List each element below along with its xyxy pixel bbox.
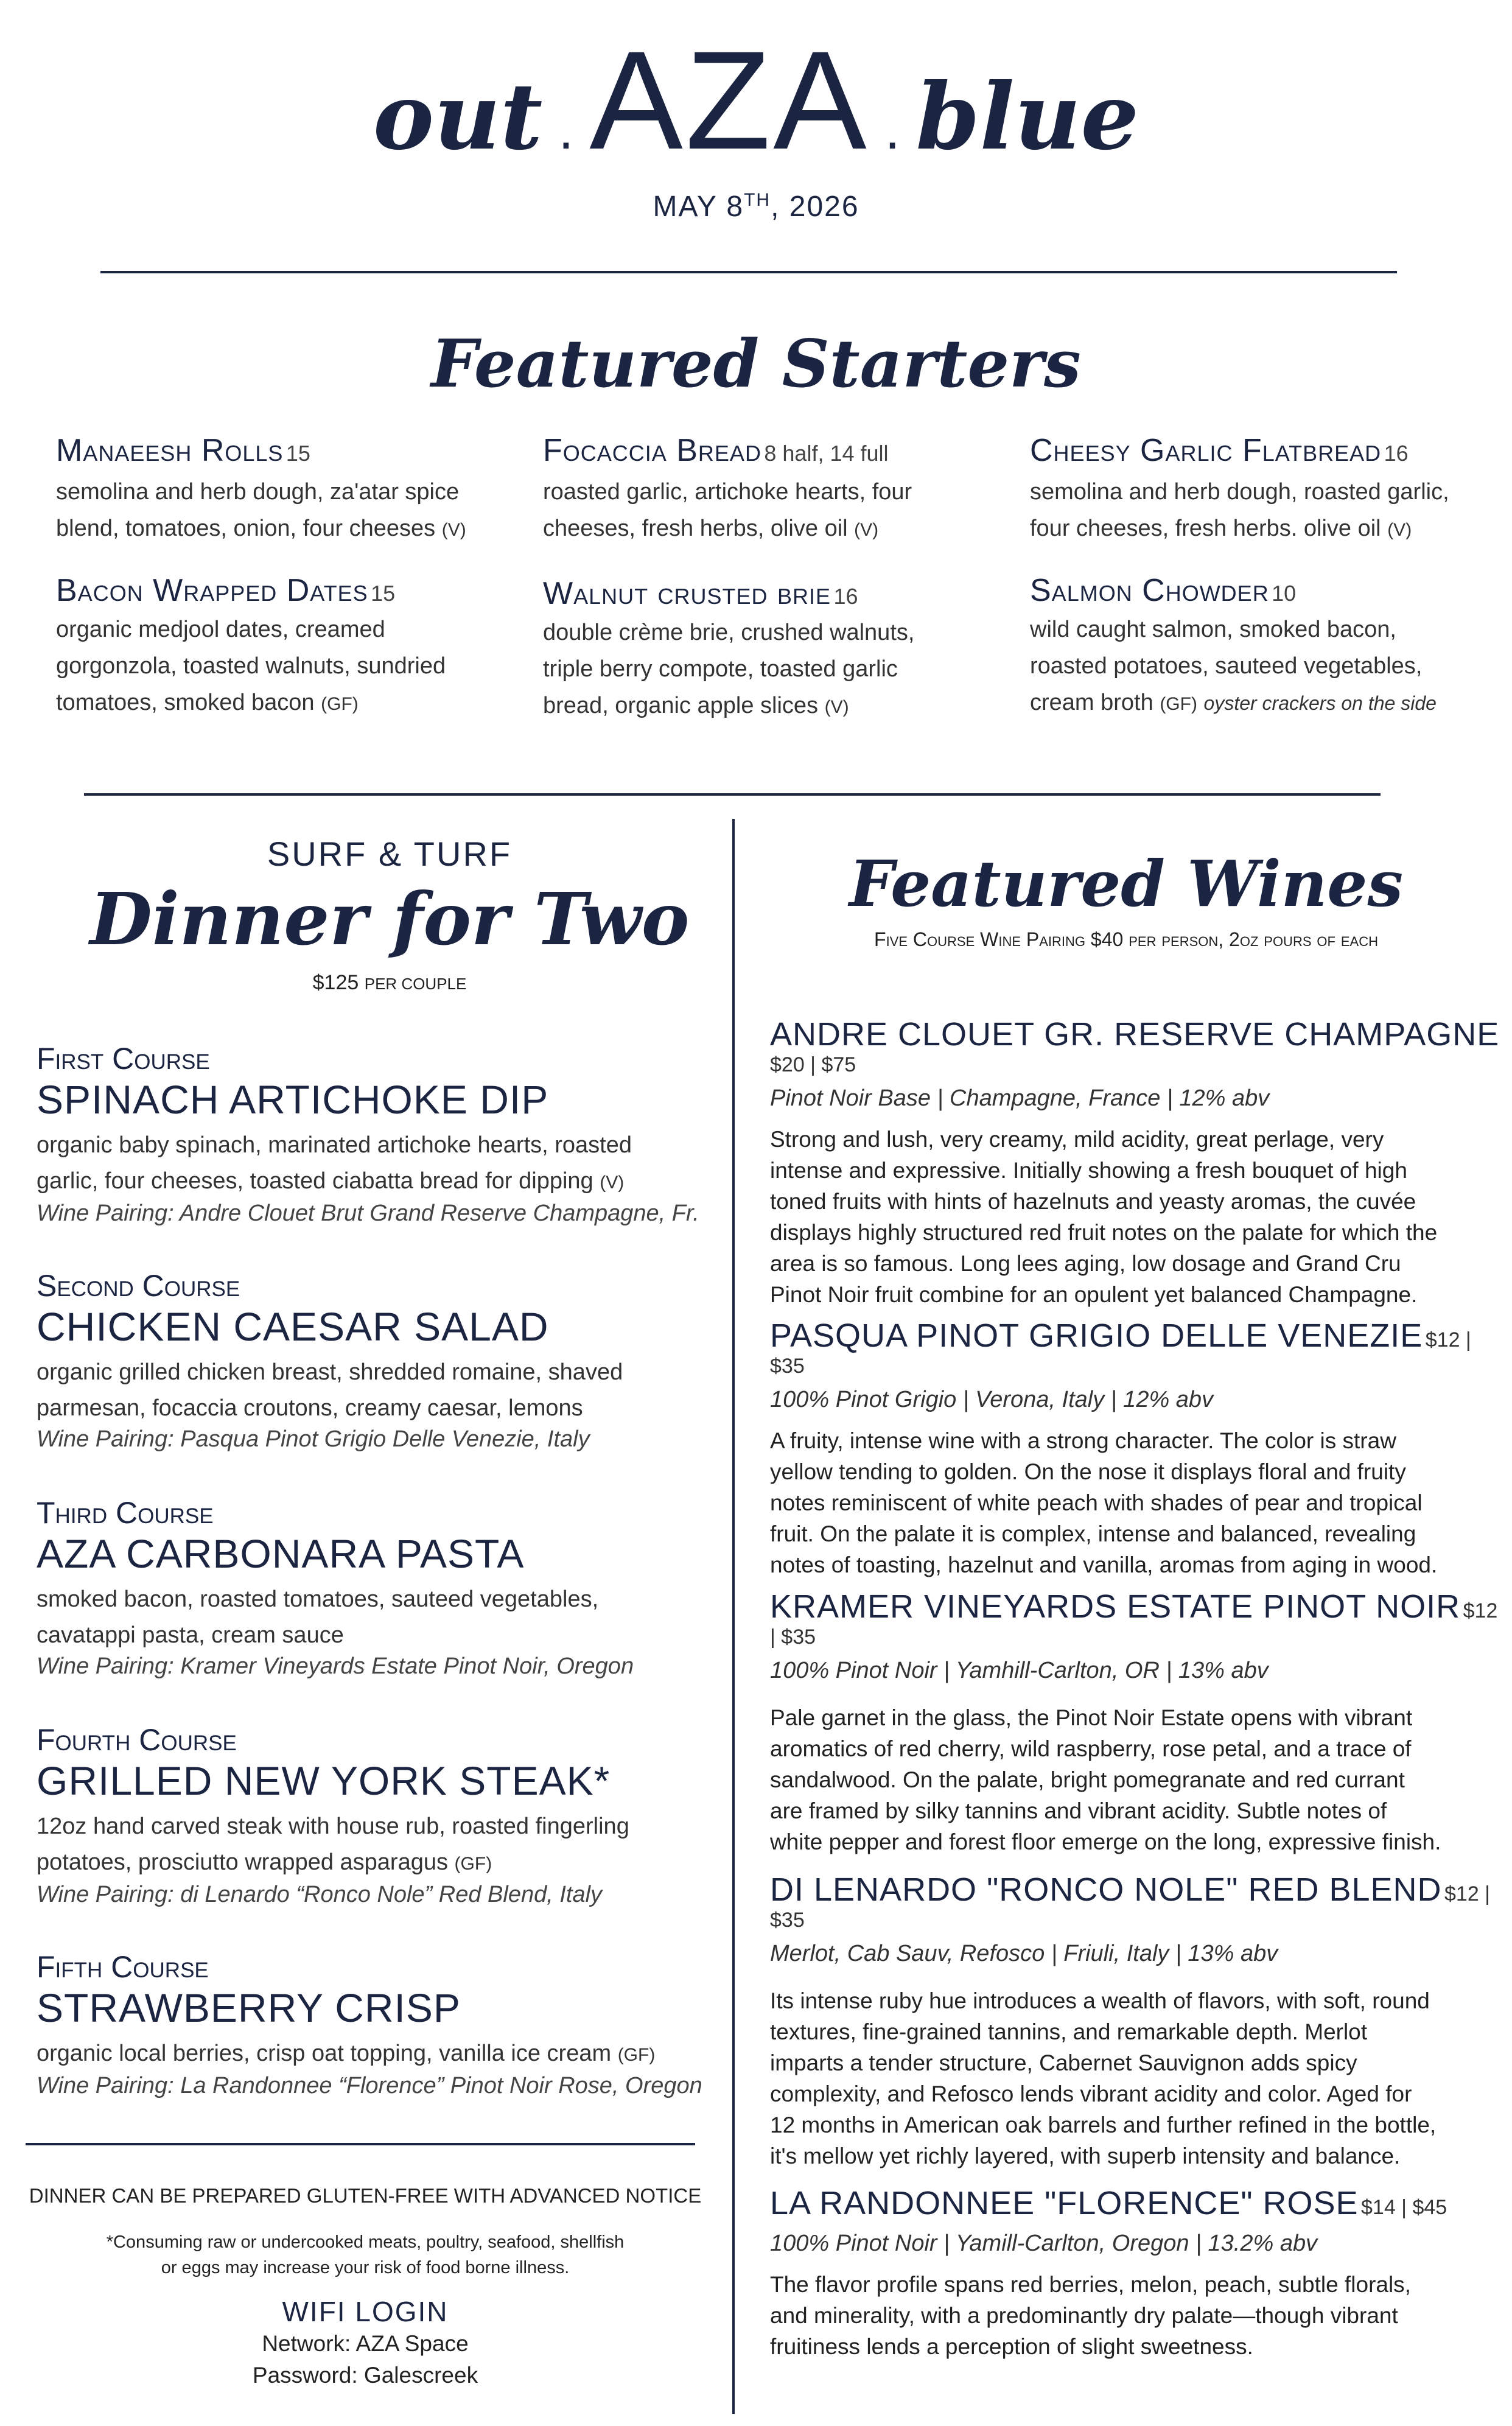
starter-price: 10 <box>1272 581 1297 606</box>
course-label: Second Course <box>37 1269 240 1303</box>
wifi-block <box>12 2295 718 2391</box>
wine-name: LA RANDONNEE "FLORENCE" ROSE <box>770 2185 1359 2221</box>
course-label: Fifth Course <box>37 1950 209 1984</box>
wine-price: $14 | $45 <box>1361 2196 1447 2219</box>
starter-item <box>543 575 1006 726</box>
course-name: SPINACH ARTICHOKE DIP <box>37 1077 549 1122</box>
starter-name: Walnut crusted brie <box>543 576 831 611</box>
wine-meta: Merlot, Cab Sauv, Refosco | Friuli, Italy | 13% abv <box>770 1941 1278 1966</box>
wine-desc: Strong and lush, very creamy, mild acidity, great perlage, very intense and expressive. Initially showing a fresh bouquet of high toned fruits with hints of hazelnuts and yeasty aromas, the cuvée displays highly structured red fruit notes on the palate for which the area is so famous. Long lees aging, low dosage and Grand Cru Pinot Noir fruit combine for an opulent yet balanced Champagne. <box>770 1127 1438 1307</box>
wine-item <box>770 1317 1507 1580</box>
wine-meta: 100% Pinot Noir | Yamhill-Carlton, OR | 13% abv <box>770 1658 1269 1683</box>
starter-name: Bacon Wrapped Dates <box>56 573 368 608</box>
divider-vertical <box>732 819 735 2414</box>
course-name: AZA CARBONARA PASTA <box>37 1531 525 1576</box>
course-pairing: Wine Pairing: Pasqua Pinot Grigio Delle Venezie, Italy <box>37 1426 590 1452</box>
wine-desc: Pale garnet in the glass, the Pinot Noir Estate opens with vibrant aromatics of red cherry, wild raspberry, rose petal, and a trace of sandalwood. On the palate, bright pomegranate and red currant are framed by silky tannins and vibrant acidity. Subtle notes of white pepper and forest floor emerge on the long, expressive finish. <box>770 1705 1441 1854</box>
gluten-free-note: DINNER CAN BE PREPARED GLUTEN-FREE WITH ADVANCED NOTICE <box>29 2184 702 2207</box>
course-desc: organic baby spinach, marinated artichoke hearts, roasted garlic, four cheeses, toasted ciabatta bread for dipping (V) <box>37 1132 632 1194</box>
brand-right: blue <box>915 63 1139 170</box>
brand-left: out <box>373 63 543 170</box>
course-desc: smoked bacon, roasted tomatoes, sauteed vegetables, cavatappi pasta, cream sauce <box>37 1586 599 1648</box>
starter-name: Salmon Chowder <box>1030 573 1269 608</box>
course-desc: organic local berries, crisp oat topping, vanilla ice cream (GF) <box>37 2041 656 2066</box>
course-label: Fourth Course <box>37 1723 237 1757</box>
course-item <box>37 1949 730 2099</box>
starter-item <box>56 432 519 549</box>
starter-desc: double crème brie, crushed walnuts, triple berry compote, toasted garlic bread, organic apple slices (V) <box>543 620 915 718</box>
wine-desc: The flavor profile spans red berries, melon, peach, subtle florals, and minerality, with a predominantly dry palate—though vibrant fruitiness lends a perception of slight sweetness. <box>770 2272 1411 2359</box>
starter-item <box>1030 572 1505 723</box>
divider-middle <box>84 793 1381 796</box>
course-name: CHICKEN CAESAR SALAD <box>37 1304 549 1349</box>
starter-desc: semolina and herb dough, roasted garlic, four cheeses, fresh herbs. olive oil (V) <box>1030 479 1449 541</box>
starter-price: 15 <box>371 581 396 606</box>
starters-title: Featured Starters <box>431 326 1081 402</box>
wine-name: PASQUA PINOT GRIGIO DELLE VENEZIE <box>770 1317 1423 1354</box>
course-item <box>37 1268 730 1453</box>
brand-logo <box>0 22 1512 178</box>
course-desc: organic grilled chicken breast, shredded romaine, shaved parmesan, focaccia croutons, creamy caesar, lemons <box>37 1359 623 1421</box>
course-label: First Course <box>37 1042 210 1076</box>
wine-desc: Its intense ruby hue introduces a wealth of flavors, with soft, round textures, fine-grained tannins, and remarkable depth. Merlot imparts a tender structure, Cabernet Sauvignon adds spicy complexity, and Refosco lends vibrant acidity and color. Aged for 12 months in American oak barrels and further refined in the bottle, it's mellow yet richly layered, with superb intensity and balance. <box>770 1988 1437 2168</box>
starter-price: 8 half, 14 full <box>764 441 889 466</box>
course-name: STRAWBERRY CRISP <box>37 1985 461 2030</box>
starter-item <box>1030 432 1493 549</box>
starter-name: Cheesy Garlic Flatbread <box>1030 433 1382 468</box>
course-name: GRILLED NEW YORK STEAK* <box>37 1758 611 1803</box>
course-item <box>37 1041 730 1227</box>
brand-dot-right: . <box>884 100 900 161</box>
starter-name: Focaccia Bread <box>543 433 761 468</box>
wine-meta: 100% Pinot Noir | Yamill-Carlton, Oregon | 13.2% abv <box>770 2231 1318 2256</box>
course-label: Third Course <box>37 1496 214 1530</box>
starter-desc: organic medjool dates, creamed gorgonzola, toasted walnuts, sundried tomatoes, smoked bacon (GF) <box>56 617 446 715</box>
wine-item <box>770 2184 1507 2362</box>
wine-price: $20 | $75 <box>770 1053 856 1076</box>
course-pairing: Wine Pairing: La Randonnee “Florence” Pinot Noir Rose, Oregon <box>37 2073 702 2098</box>
header <box>0 22 1512 178</box>
starter-price: 16 <box>1384 441 1409 466</box>
starter-desc: wild caught salmon, smoked bacon, roasted potatoes, sauteed vegetables, cream broth (GF) oyster crackers on the side <box>1030 617 1437 715</box>
wine-item <box>770 1588 1507 1857</box>
brand-mid: AZA <box>589 22 869 178</box>
dinner-title: Dinner for Two <box>89 877 690 961</box>
wine-name: ANDRE CLOUET GR. RESERVE CHAMPAGNE <box>770 1016 1500 1053</box>
health-warning: *Consuming raw or undercooked meats, poultry, seafood, shellfish or eggs may increase your risk of food borne illness. <box>106 2232 625 2277</box>
dinner-price: $125 PER COUPLE <box>312 971 467 994</box>
starter-desc: roasted garlic, artichoke hearts, four cheeses, fresh herbs, olive oil (V) <box>543 479 912 541</box>
course-pairing: Wine Pairing: Andre Clouet Brut Grand Reserve Champagne, Fr. <box>37 1201 699 1226</box>
course-item <box>37 1722 730 1908</box>
starter-item <box>56 572 519 723</box>
wine-item <box>770 1871 1507 2172</box>
divider-top <box>100 271 1397 273</box>
wines-title: Featured Wines <box>849 846 1404 921</box>
wine-price: $12 | $35 <box>770 1882 1491 1932</box>
starter-name: Manaeesh Rolls <box>56 433 284 468</box>
wine-meta: Pinot Noir Base | Champagne, France | 12% abv <box>770 1085 1270 1111</box>
starter-desc: semolina and herb dough, za'atar spice blend, tomatoes, onion, four cheeses (V) <box>56 479 466 541</box>
wine-name: DI LENARDO "RONCO NOLE" RED BLEND <box>770 1871 1442 1908</box>
starter-note: oyster crackers on the side <box>1203 692 1437 714</box>
starter-price: 15 <box>285 441 310 466</box>
brand-dot-left: . <box>558 100 574 161</box>
course-pairing: Wine Pairing: Kramer Vineyards Estate Pinot Noir, Oregon <box>37 1653 634 1679</box>
dinner-kicker: SURF & TURF <box>267 835 513 873</box>
wine-desc: A fruity, intense wine with a strong character. The color is straw yellow tending to golden. On the nose it displays floral and fruity notes reminiscent of white peach with shades of pear and tropical fruit. On the palate it is complex, intense and balanced, revealing notes of toasting, hazelnut and vanilla, aromas from aging in wood. <box>770 1428 1438 1577</box>
wifi-network: Network: AZA Space <box>262 2331 469 2356</box>
wines-subtitle: Five Course Wine Pairing $40 per person, 2oz pours of each <box>874 928 1378 950</box>
wifi-password: Password: Galescreek <box>252 2363 478 2388</box>
course-desc: 12oz hand carved steak with house rub, roasted fingerling potatoes, prosciutto wrapped asparagus (GF) <box>37 1814 629 1875</box>
wine-price: $12 | $35 <box>770 1599 1498 1649</box>
wifi-title: WIFI LOGIN <box>282 2296 449 2327</box>
course-item <box>37 1495 730 1680</box>
course-pairing: Wine Pairing: di Lenardo “Ronco Nole” Red Blend, Italy <box>37 1882 603 1907</box>
wine-name: KRAMER VINEYARDS ESTATE PINOT NOIR <box>770 1588 1461 1625</box>
divider-dinner-footer <box>26 2143 695 2145</box>
starter-item <box>543 432 1006 549</box>
wine-meta: 100% Pinot Grigio | Verona, Italy | 12% abv <box>770 1387 1214 1412</box>
event-date: MAY 8TH, 2026 <box>653 190 859 223</box>
wine-item <box>770 1015 1507 1310</box>
wine-price: $12 | $35 <box>770 1328 1471 1378</box>
starter-price: 16 <box>833 584 858 609</box>
